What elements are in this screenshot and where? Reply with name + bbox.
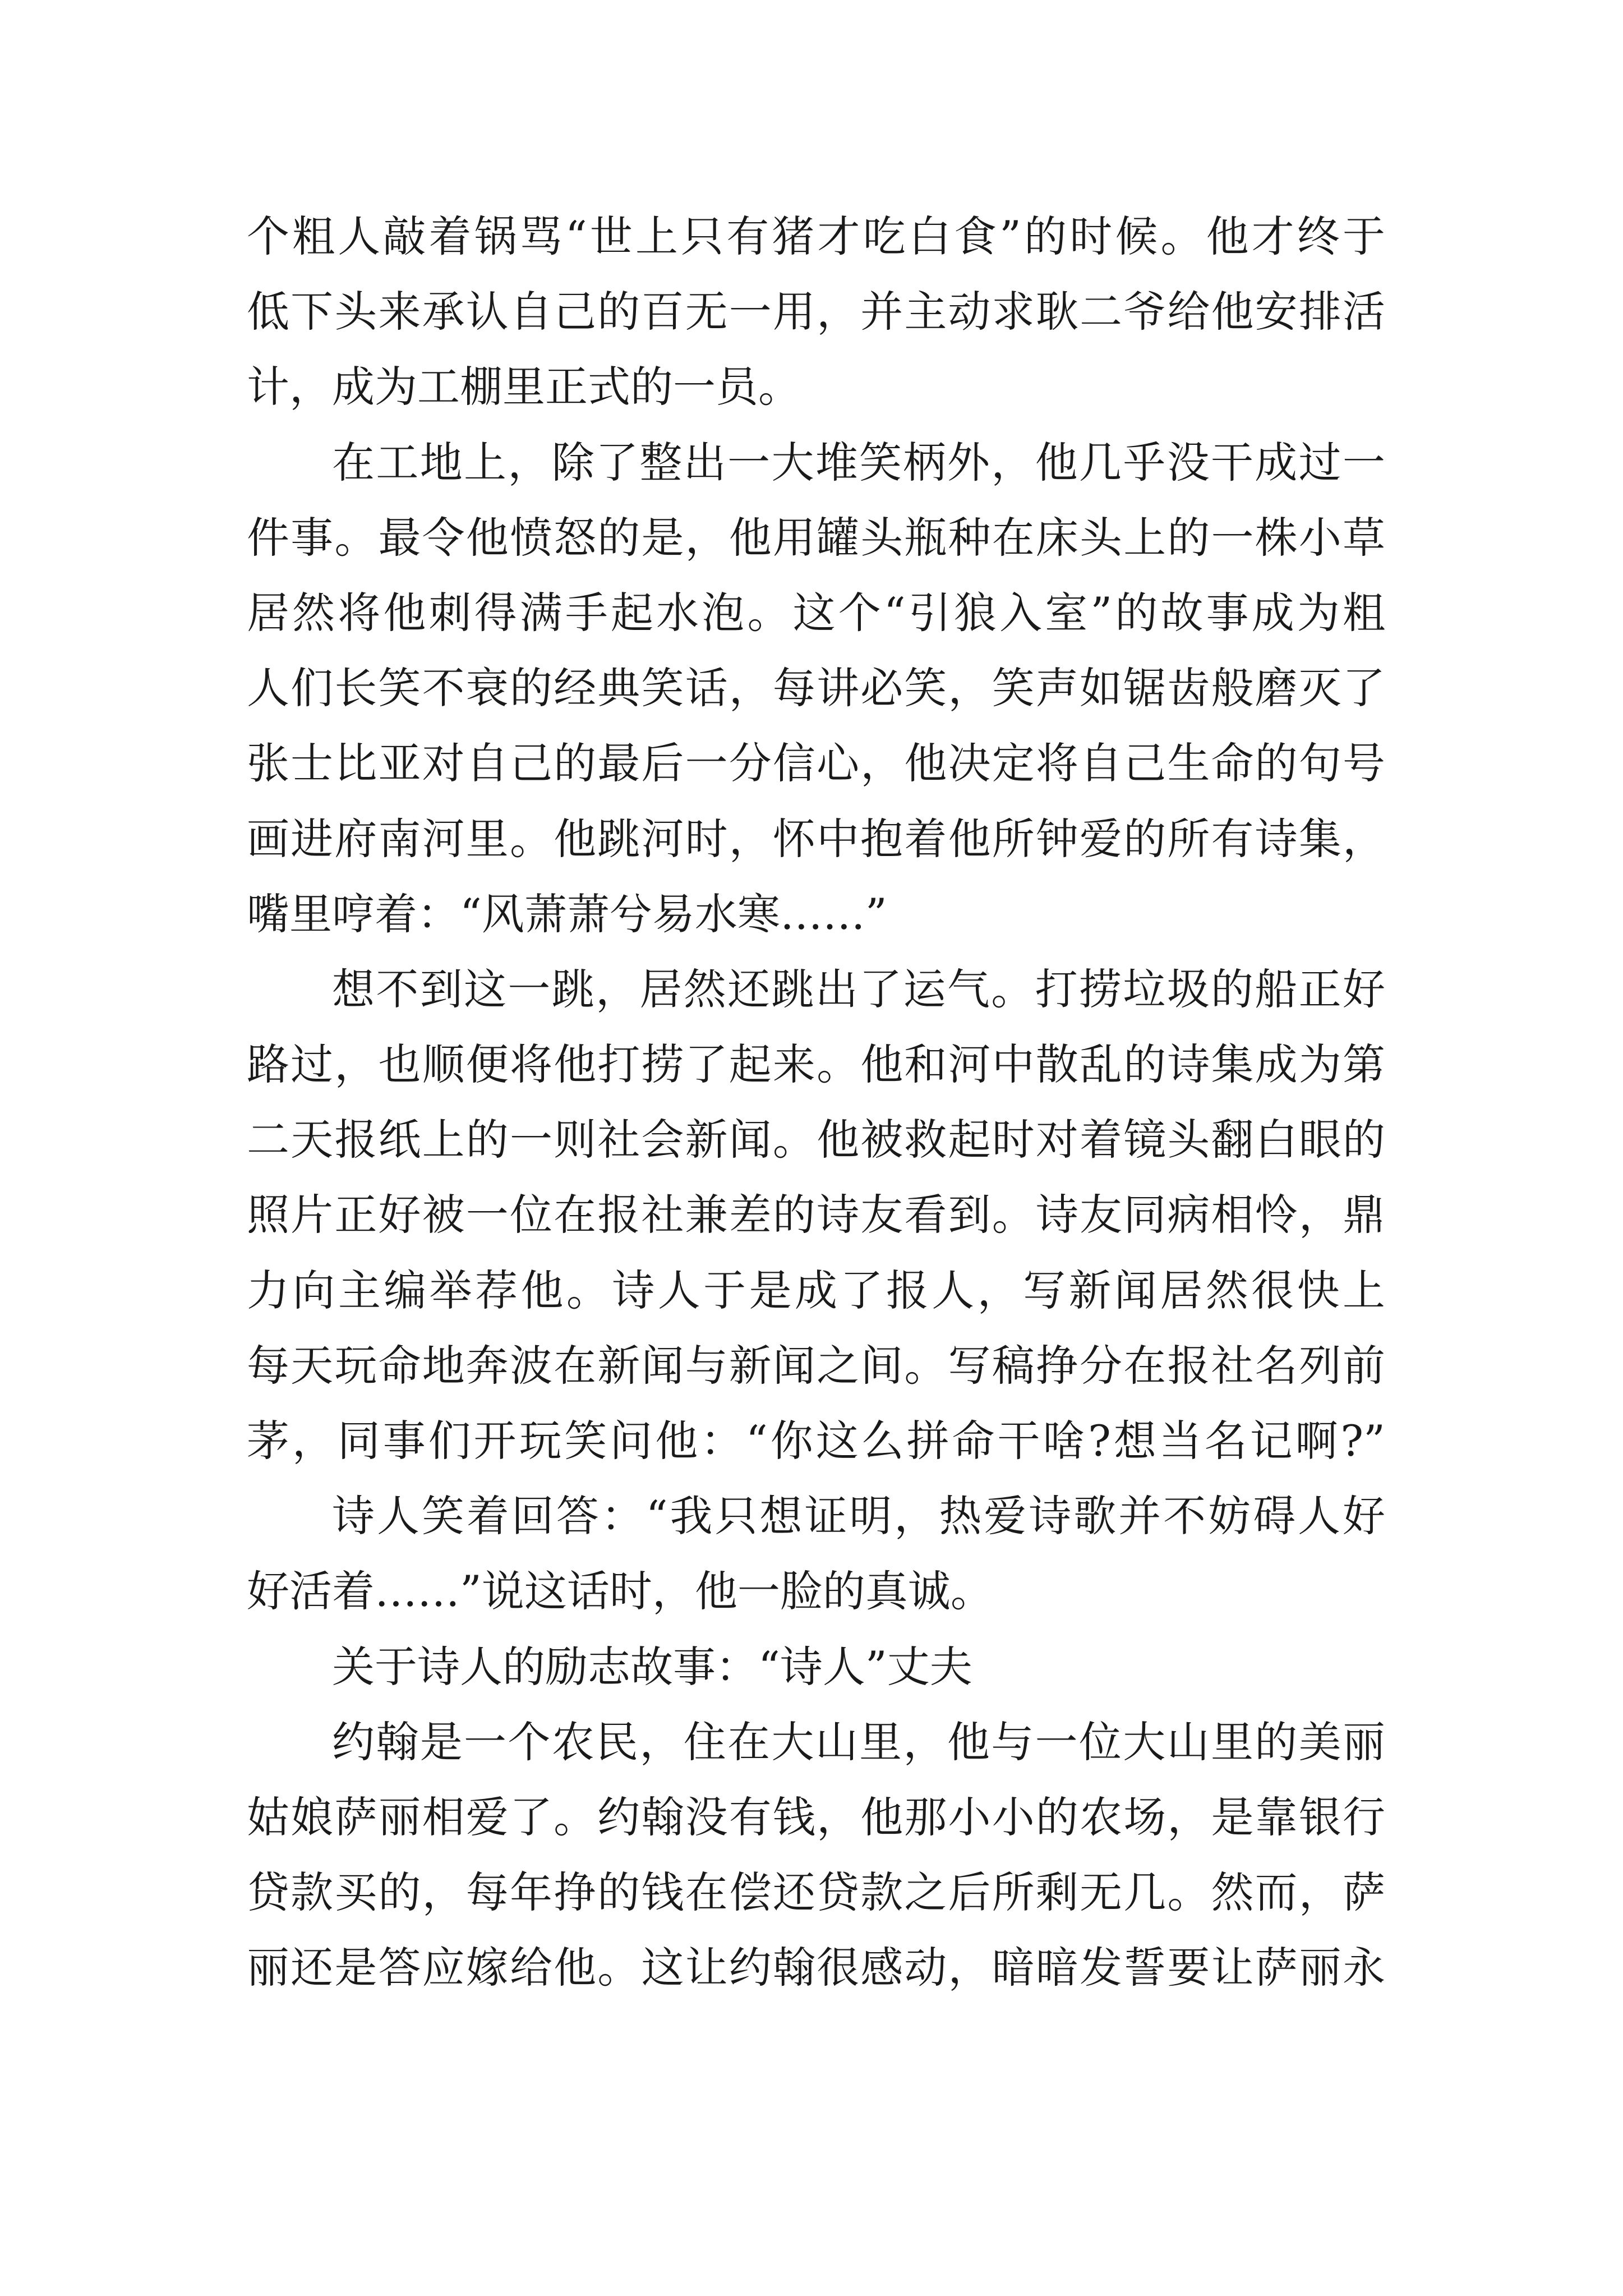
text-line: 路过，也顺便将他打捞了起来。他和河中散乱的诗集成为第 [247, 1039, 1385, 1090]
text-line: 茅，同事们开玩笑问他：“你这么拼命干啥?想当名记啊?” [247, 1416, 1385, 1466]
text-line: 低下头来承认自己的百无一用，并主动求耿二爷给他安排活 [247, 287, 1385, 337]
text-line: 关于诗人的励志故事：“诗人”丈夫 [332, 1641, 972, 1692]
text-line: 二天报纸上的一则社会新闻。他被救起时对着镜头翻白眼的 [247, 1115, 1385, 1165]
text-line: 人们长笑不衰的经典笑话，每讲必笑，笑声如锯齿般磨灭了 [247, 663, 1385, 714]
text-line: 好活着……”说这话时，他一脸的真诚。 [247, 1566, 993, 1617]
text-line: 居然将他刺得满手起水泡。这个“引狼入室”的故事成为粗 [247, 587, 1385, 638]
text-line: 张士比亚对自己的最后一分信心，他决定将自己生命的句号 [247, 738, 1385, 789]
text-line: 每天玩命地奔波在新闻与新闻之间。写稿挣分在报社名列前 [247, 1340, 1385, 1391]
text-line: 丽还是答应嫁给他。这让约翰很感动，暗暗发誓要让萨丽永 [247, 1943, 1385, 1993]
text-line: 贷款买的，每年挣的钱在偿还贷款之后所剩无几。然而，萨 [247, 1867, 1385, 1918]
text-line: 个粗人敲着锅骂“世上只有猪才吃白食”的时候。他才终于 [247, 211, 1385, 261]
text-line: 约翰是一个农民，住在大山里，他与一位大山里的美丽 [332, 1717, 1385, 1767]
text-line: 想不到这一跳，居然还跳出了运气。打捞垃圾的船正好 [332, 964, 1385, 1014]
text-line: 画进府南河里。他跳河时，怀中抱着他所钟爱的所有诗集， [247, 813, 1385, 864]
text-line: 力向主编举荐他。诗人于是成了报人，写新闻居然很快上 [247, 1265, 1385, 1315]
text-line: 姑娘萨丽相爱了。约翰没有钱，他那小小的农场，是靠银行 [247, 1792, 1385, 1842]
text-line: 诗人笑着回答：“我只想证明，热爱诗歌并不妨碍人好 [332, 1491, 1385, 1542]
body-text [247, 199, 1385, 2006]
text-line: 计，成为工棚里正式的一员。 [247, 362, 801, 412]
text-line: 照片正好被一位在报社兼差的诗友看到。诗友同病相怜，鼎 [247, 1190, 1385, 1240]
text-line: 嘴里哼着：“风萧萧兮易水寒……” [247, 889, 887, 939]
text-line: 件事。最令他愤怒的是，他用罐头瓶种在床头上的一株小草 [247, 512, 1385, 563]
text-line: 在工地上，除了整出一大堆笑柄外，他几乎没干成过一 [332, 437, 1385, 487]
